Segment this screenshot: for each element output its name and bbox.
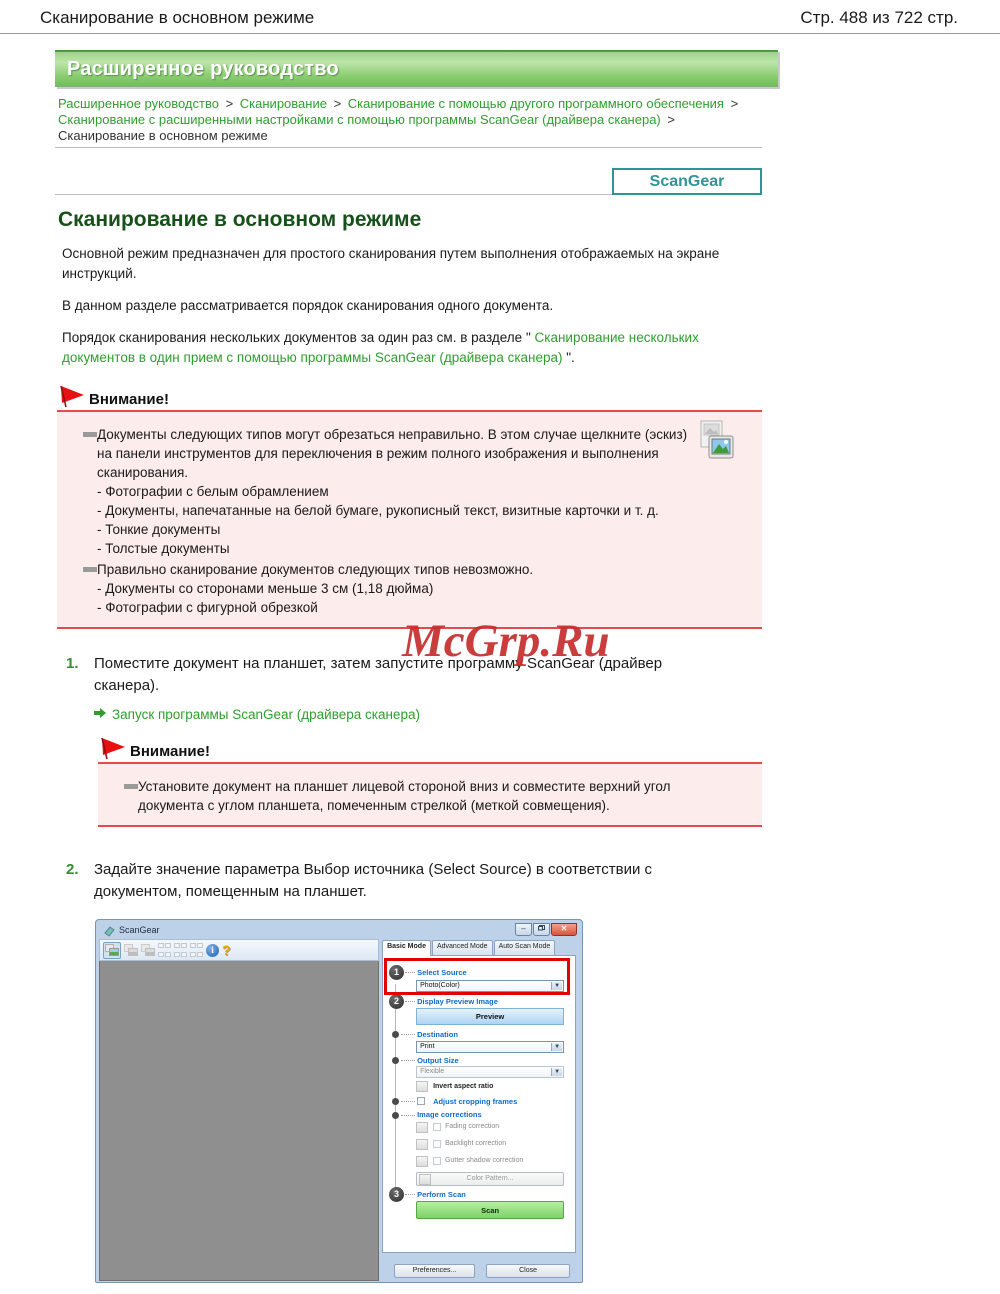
warning-header [98, 736, 762, 760]
breadcrumb-current: Сканирование в основном режиме [58, 128, 268, 143]
connector-line [401, 1060, 415, 1061]
breadcrumb-link-other-software[interactable]: Сканирование с помощью другого программного обеспечения [347, 96, 724, 111]
backlight-correction-label: Backlight correction [445, 1140, 507, 1147]
backlight-correction-icon [416, 1139, 428, 1150]
link-scan-multiple-documents[interactable]: Сканирование нескольких документов в один прием с помощью программы ScanGear (драйвера сканера) [62, 330, 699, 365]
step-number: 2. [66, 861, 79, 878]
select-source-dropdown[interactable]: Photo(Color) ▼ [416, 980, 564, 992]
dropdown-arrow-icon: ▼ [551, 982, 562, 990]
color-pattern-button[interactable]: Color Pattern... [416, 1172, 564, 1186]
article-heading: Сканирование в основном режиме [58, 208, 422, 231]
connector-line [401, 1101, 415, 1102]
breadcrumb-separator: > [667, 112, 675, 127]
preferences-button[interactable]: Preferences... [394, 1264, 475, 1278]
breadcrumb [58, 96, 763, 144]
step-rail-line [395, 984, 396, 1192]
warning-section [57, 384, 762, 629]
connector-line [401, 1034, 415, 1035]
warning-header [57, 384, 762, 408]
paragraph: В данном разделе рассматривается порядок сканирования одного документа. [62, 298, 554, 313]
warning-subitem: - Документы, напечатанные на белой бумаге, рукописный текст, визитные карточки и т. д. [97, 503, 659, 518]
warning-item-text: Правильно сканирование документов следующих типов невозможно. [97, 562, 534, 577]
link-row [94, 707, 1000, 722]
rotate-right-icon[interactable] [141, 942, 155, 959]
destination-label: Destination [417, 1030, 458, 1039]
destination-dropdown[interactable]: Print ▼ [416, 1041, 564, 1053]
bullet-dot [392, 1031, 399, 1038]
rotate-left-icon[interactable] [124, 942, 138, 959]
paragraph-text: Порядок сканирования нескольких документов за один раз см. в разделе " [62, 330, 535, 345]
connector-line [405, 1194, 415, 1195]
dialog-title: ScanGear [119, 924, 160, 935]
warning-item-text: Установите документ на планшет лицевой стороной вниз и совместите верхний угол документа с углом планшета, помеченным стрелкой (меткой совмещения). [138, 779, 671, 813]
warning-divider [98, 825, 762, 827]
bullet-dot [392, 1057, 399, 1064]
uncheck-all-icon[interactable] [174, 942, 187, 959]
output-size-label: Output Size [417, 1056, 459, 1065]
scangear-app-icon [104, 924, 115, 935]
step-number: 1. [66, 655, 79, 672]
breadcrumb-link-scanning[interactable]: Сканирование [239, 96, 327, 111]
tab-advanced-mode[interactable]: Advanced Mode [432, 940, 493, 956]
step-text: Поместите документ на планшет, затем запустите программу ScanGear (драйвер сканера). [94, 655, 663, 694]
warning-box [57, 412, 762, 627]
square-bullet-icon [83, 432, 97, 437]
output-size-dropdown[interactable]: Flexible ▼ [416, 1066, 564, 1078]
manual-banner [55, 50, 778, 87]
page-title: Сканирование в основном режиме [40, 8, 315, 27]
invert-aspect-icon[interactable] [416, 1081, 428, 1092]
manual-banner-label: Расширенное руководство [67, 57, 339, 80]
warning-flag-icon [98, 736, 128, 760]
tab-auto-scan-mode[interactable]: Auto Scan Mode [494, 940, 556, 956]
scan-button[interactable]: Scan [416, 1201, 564, 1219]
warning-item-text: Документы следующих типов могут обрезаться неправильно. В этом случае щелкните (эскиз) на панели инструментов для переключения в режим полного изображения и выполнения сканирования. [97, 427, 688, 480]
select-source-label: Select Source [417, 968, 467, 977]
thumbnail-toolbar-icon[interactable] [103, 942, 121, 959]
warning-title: Внимание! [89, 391, 169, 408]
step-2 [66, 859, 1000, 903]
restore-icon[interactable] [533, 923, 550, 936]
warning-flag-icon [57, 384, 87, 408]
fading-correction-label: Fading correction [445, 1123, 500, 1130]
backlight-correction-checkbox[interactable] [433, 1140, 441, 1148]
scangear-dialog [95, 919, 583, 1283]
warning-item [83, 560, 722, 579]
step-circle-1: 1 [389, 965, 404, 980]
display-preview-label: Display Preview Image [417, 997, 498, 1006]
help-icon[interactable]: ? [222, 942, 231, 958]
scangear-badge: ScanGear [612, 168, 762, 195]
warning-subitem: - Фотографии с фигурной обрезкой [97, 600, 318, 615]
minimize-icon[interactable]: – [515, 923, 532, 936]
step-text: Задайте значение параметра Выбор источника (Select Source) в соответствии с документом, помещенным на планшет. [94, 861, 653, 900]
gutter-shadow-correction-icon [416, 1156, 428, 1167]
close-icon[interactable]: ✕ [551, 923, 577, 936]
gutter-shadow-correction-label: Gutter shadow correction [445, 1157, 524, 1164]
fading-correction-checkbox[interactable] [433, 1123, 441, 1131]
preview-button[interactable]: Preview [416, 1008, 564, 1025]
preview-area[interactable] [99, 961, 379, 1281]
arrow-link-icon [94, 707, 107, 722]
close-button[interactable]: Close [486, 1264, 570, 1278]
dialog-titlebar[interactable] [99, 920, 579, 939]
invert-aspect-label: Invert aspect ratio [433, 1083, 494, 1090]
step-circle-2: 2 [389, 994, 404, 1009]
thumbnail-icon [698, 420, 734, 460]
warning-subitem: - Толстые документы [97, 541, 230, 556]
bullet-dot [392, 1112, 399, 1119]
red-highlight-rectangle [384, 958, 570, 995]
warning-title: Внимание! [130, 743, 210, 760]
check-all-icon[interactable] [158, 942, 171, 959]
warning-box [98, 764, 762, 825]
square-bullet-icon [124, 784, 138, 789]
square-bullet-icon [83, 567, 97, 572]
badge-row [55, 148, 762, 195]
breadcrumb-separator: > [730, 96, 739, 111]
paragraph [62, 328, 722, 368]
adjust-cropping-checkbox[interactable] [417, 1097, 425, 1105]
tab-basic-mode[interactable]: Basic Mode [382, 940, 431, 956]
dialog-toolbar [99, 939, 379, 961]
dropdown-arrow-icon: ▼ [551, 1043, 562, 1051]
fading-correction-icon [416, 1122, 428, 1133]
select-frames-icon[interactable] [190, 942, 203, 959]
link-start-scangear[interactable]: Запуск программы ScanGear (драйвера сканера) [112, 707, 420, 722]
info-icon[interactable]: i [206, 942, 219, 959]
watermark: McGrp.Ru [402, 615, 610, 667]
dropdown-arrow-icon: ▼ [551, 1068, 562, 1076]
gutter-shadow-correction-checkbox[interactable] [433, 1157, 441, 1165]
breadcrumb-separator: > [225, 96, 234, 111]
basic-mode-panel [382, 955, 576, 1253]
mode-tabs [382, 940, 579, 956]
paragraph: Основной режим предназначен для простого сканирования путем выполнения отображаемых на экране инструкций. [62, 246, 720, 281]
connector-line [405, 1001, 415, 1002]
breadcrumb-link-scangear-advanced[interactable]: Сканирование с расширенными настройками с помощью программы ScanGear (драйвера сканера) [58, 112, 661, 127]
step-circle-3: 3 [389, 1187, 404, 1202]
bullet-dot [392, 1098, 399, 1105]
breadcrumb-separator: > [333, 96, 342, 111]
warning-section [98, 736, 762, 827]
warning-divider [57, 627, 762, 629]
warning-subitem: - Тонкие документы [97, 522, 221, 537]
page-indicator: Стр. 488 из 722 стр. [800, 8, 958, 27]
adjust-cropping-label: Adjust cropping frames [433, 1097, 518, 1106]
page-header [0, 0, 1000, 34]
warning-subitem: - Фотографии с белым обрамлением [97, 484, 329, 499]
breadcrumb-link-advanced-guide[interactable]: Расширенное руководство [58, 96, 219, 111]
warning-item [83, 425, 722, 482]
warning-subitem: - Документы со сторонами меньше 3 см (1,18 дюйма) [97, 581, 434, 596]
step-1 [66, 653, 1000, 697]
warning-item [124, 777, 722, 815]
image-corrections-label: Image corrections [417, 1110, 482, 1119]
color-pattern-icon [419, 1174, 431, 1185]
perform-scan-label: Perform Scan [417, 1190, 466, 1199]
connector-line [401, 1115, 415, 1116]
paragraph-text: ". [562, 350, 575, 365]
